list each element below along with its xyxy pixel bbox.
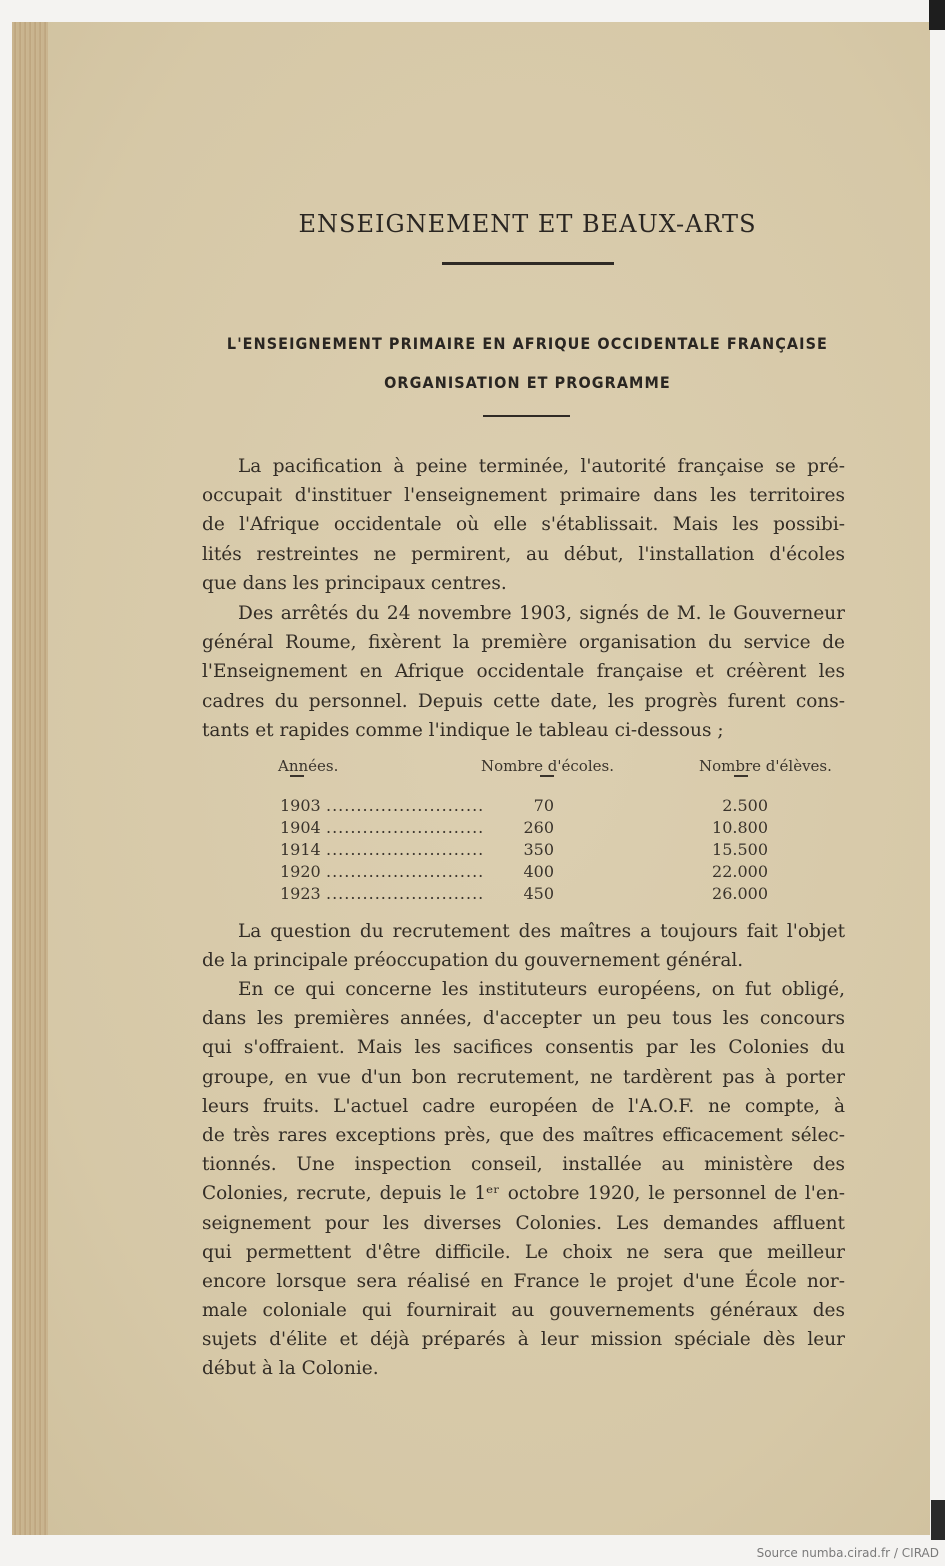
text-line: lités restreintes ne permirent, au début, l'installation d'écoles — [202, 543, 845, 565]
table-row — [278, 796, 818, 818]
header-dash — [290, 775, 304, 777]
text-line: qui permettent d'être difficile. Le choix ne sera que meilleur — [202, 1241, 845, 1263]
leader-dots: .......................... — [326, 818, 485, 837]
paragraph-4 — [202, 975, 845, 1384]
table-row — [278, 862, 818, 884]
cell-pupils: 2.500 — [722, 796, 768, 815]
text-line: de l'Afrique occidentale où elle s'établissait. Mais les possibi- — [202, 514, 845, 536]
leader-dots: .......................... — [326, 884, 485, 903]
text-line: début à la Colonie. — [202, 1358, 379, 1380]
text-line: Des arrêtés du 24 novembre 1903, signés de M. le Gouverneur — [238, 603, 845, 624]
leader-dots: .......................... — [326, 862, 485, 881]
table-row — [278, 818, 818, 840]
text-line: tionnés. Une inspection conseil, installée au ministère des — [202, 1154, 845, 1176]
text-line: En ce qui concerne les instituteurs européens, on fut obligé, — [238, 979, 845, 1000]
text-line: groupe, en vue d'un bon recrutement, ne tardèrent pas à porter — [202, 1066, 845, 1088]
text-line: cadres du personnel. Depuis cette date, les progrès furent cons- — [202, 690, 845, 712]
subtitle-line-2: ORGANISATION ET PROGRAMME — [384, 373, 671, 392]
paragraph-2 — [202, 599, 845, 745]
text-line: occupait d'instituer l'enseignement primaire dans les territoires — [202, 485, 845, 507]
text-line: leurs fruits. L'actuel cadre européen de l'A.O.F. ne compte, à — [202, 1095, 845, 1117]
text-line: Colonies, recrute, depuis le 1ᵉʳ octobre 1920, le personnel de l'en- — [202, 1183, 845, 1205]
cell-schools: 260 — [523, 818, 554, 837]
cell-pupils: 15.500 — [712, 840, 768, 859]
cell-year: 1923 — [280, 884, 321, 903]
table-row — [278, 884, 818, 906]
leader-dots: .......................... — [326, 840, 485, 859]
text-line: La question du recrutement des maîtres a toujours fait l'objet — [238, 921, 845, 942]
text-line: La pacification à peine terminée, l'autorité française se pré- — [238, 456, 845, 477]
source-credit: Source numba.cirad.fr / CIRAD — [756, 1546, 939, 1560]
header-pupils: Nombre d'élèves. — [699, 757, 832, 775]
book-spine-top — [929, 0, 945, 30]
paragraph-3 — [202, 917, 845, 975]
cell-schools: 450 — [523, 884, 554, 903]
cell-schools: 70 — [533, 796, 554, 815]
page-stack-edge — [12, 22, 48, 1535]
cell-year: 1904 — [280, 818, 321, 837]
text-line: l'Enseignement en Afrique occidentale française et créèrent les — [202, 661, 845, 683]
leader-dots: .......................... — [326, 796, 485, 815]
cell-year: 1914 — [280, 840, 321, 859]
title-rule — [442, 262, 614, 265]
text-line: qui s'offraient. Mais les sacifices consentis par les Colonies du — [202, 1037, 845, 1059]
text-line: dans les premières années, d'accepter un peu tous les concours — [202, 1008, 845, 1030]
paragraph-1 — [202, 452, 845, 598]
cell-year: 1920 — [280, 862, 321, 881]
text-line: tants et rapides comme l'indique le tableau ci-dessous ; — [202, 719, 724, 741]
cell-schools: 400 — [523, 862, 554, 881]
text-line: général Roume, fixèrent la première organisation du service de — [202, 632, 845, 654]
page-title: ENSEIGNEMENT ET BEAUX-ARTS — [298, 210, 757, 238]
cell-pupils: 10.800 — [712, 818, 768, 837]
text-line: male coloniale qui fournirait au gouvernements généraux des — [202, 1300, 845, 1322]
subtitle-line-1: L'ENSEIGNEMENT PRIMAIRE EN AFRIQUE OCCIDENTALE FRANÇAISE — [226, 334, 828, 353]
text-line: de très rares exceptions près, que des maîtres efficacement sélec- — [202, 1124, 845, 1146]
header-schools: Nombre d'écoles. — [481, 757, 614, 775]
header-years: Années. — [278, 757, 339, 775]
subtitle-rule — [483, 415, 570, 417]
book-spine-bottom — [931, 1500, 945, 1540]
cell-schools: 350 — [523, 840, 554, 859]
text-line: sujets d'élite et déjà préparés à leur mission spéciale dès leur — [202, 1329, 845, 1351]
cell-pupils: 22.000 — [712, 862, 768, 881]
table-row — [278, 840, 818, 862]
text-line: encore lorsque sera réalisé en France le projet d'une École nor- — [202, 1270, 845, 1292]
text-line: de la principale préoccupation du gouvernement général. — [202, 950, 744, 972]
cell-year: 1903 — [280, 796, 321, 815]
text-line: seignement pour les diverses Colonies. Les demandes affluent — [202, 1212, 845, 1234]
header-dash — [734, 775, 748, 777]
header-dash — [540, 775, 554, 777]
cell-pupils: 26.000 — [712, 884, 768, 903]
text-line: que dans les principaux centres. — [202, 572, 507, 594]
